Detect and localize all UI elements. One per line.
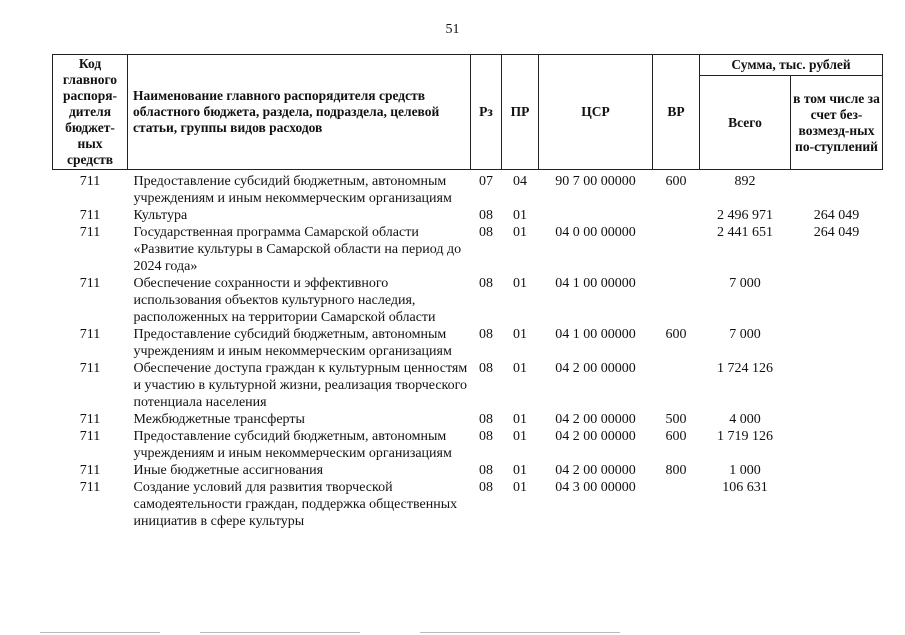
cell-vr: 600	[665, 327, 687, 342]
cell-csr: 90 7 00 00000	[555, 174, 636, 189]
cell-code: 711	[79, 412, 101, 427]
cell-code: 711	[79, 276, 101, 291]
cell-free	[791, 275, 883, 326]
cell-name: Обеспечение сохранности и эффективного использования объектов культурного наследия, расположенных на территории Самарской области	[133, 276, 436, 325]
cell-csr: 04 2 00 00000	[555, 361, 636, 376]
cell-total: 1 724 126	[717, 361, 773, 376]
cell-rz: 08	[479, 276, 493, 291]
cell-rz: 08	[479, 463, 493, 478]
cell-rz: 08	[479, 429, 493, 444]
table-row	[53, 479, 883, 530]
cell-csr: 04 0 00 00000	[555, 225, 636, 240]
cell-vr	[653, 479, 700, 530]
table-row	[53, 428, 883, 462]
cell-pr: 01	[513, 276, 527, 291]
table-row	[53, 224, 883, 275]
cell-rz: 08	[479, 480, 493, 495]
table-row	[53, 360, 883, 411]
cell-pr: 01	[513, 361, 527, 376]
cell-vr: 600	[665, 429, 687, 444]
header-total: Всего	[700, 76, 791, 170]
table-header	[53, 55, 883, 170]
cell-csr: 04 3 00 00000	[555, 480, 636, 495]
cell-name: Иные бюджетные ассигнования	[133, 463, 324, 478]
page-number: 51	[445, 22, 460, 37]
cell-name: Государственная программа Самарской области «Развитие культуры в Самарской области на период до 2024 года»	[133, 225, 462, 274]
cell-pr: 01	[513, 429, 527, 444]
cell-csr: 04 1 00 00000	[555, 327, 636, 342]
cell-free: 264 049	[813, 208, 860, 223]
cell-name: Культура	[133, 208, 188, 223]
cell-rz: 08	[479, 225, 493, 240]
scan-artifact	[420, 632, 620, 633]
cell-code: 711	[79, 208, 101, 223]
cell-name: Создание условий для развития творческой самодеятельности граждан, поддержка общественных инициатив в сфере культуры	[133, 480, 458, 529]
cell-csr: 04 1 00 00000	[555, 276, 636, 291]
cell-csr: 04 2 00 00000	[555, 463, 636, 478]
cell-vr: 800	[665, 463, 687, 478]
header-free: в том числе за счет без-возмезд-ных по-ступлений	[791, 76, 883, 170]
cell-rz: 07	[479, 174, 493, 189]
cell-csr: 04 2 00 00000	[555, 429, 636, 444]
cell-vr	[653, 360, 700, 411]
cell-rz: 08	[479, 327, 493, 342]
cell-rz: 08	[479, 412, 493, 427]
cell-csr	[539, 207, 653, 224]
cell-total: 4 000	[729, 412, 761, 427]
cell-code: 711	[79, 480, 101, 495]
cell-pr: 01	[513, 412, 527, 427]
cell-vr	[653, 275, 700, 326]
header-name: Наименование главного распорядителя средств областного бюджета, раздела, подраздела, целевой статьи, группы видов расходов	[128, 55, 471, 170]
cell-name: Предоставление субсидий бюджетным, автономным учреждениям и иным некоммерческим организациям	[133, 174, 452, 206]
cell-free	[791, 479, 883, 530]
table-row	[53, 275, 883, 326]
cell-total: 7 000	[729, 276, 761, 291]
cell-code: 711	[79, 361, 101, 376]
scan-artifact	[40, 632, 160, 633]
cell-vr: 500	[665, 412, 687, 427]
cell-free	[791, 462, 883, 479]
cell-code: 711	[79, 174, 101, 189]
cell-code: 711	[79, 463, 101, 478]
cell-name: Обеспечение доступа граждан к культурным ценностям и участию в культурной жизни, реализация творческого потенциала населения	[133, 361, 468, 410]
cell-pr: 01	[513, 463, 527, 478]
cell-total: 2 496 971	[717, 208, 773, 223]
cell-code: 711	[79, 327, 101, 342]
cell-free	[791, 360, 883, 411]
cell-total: 2 441 651	[717, 225, 773, 240]
cell-total: 1 719 126	[717, 429, 773, 444]
cell-pr: 01	[513, 208, 527, 223]
cell-free	[791, 170, 883, 208]
cell-free	[791, 428, 883, 462]
cell-total: 1 000	[729, 463, 761, 478]
cell-total: 7 000	[729, 327, 761, 342]
table-row	[53, 326, 883, 360]
cell-rz: 08	[479, 361, 493, 376]
cell-name: Предоставление субсидий бюджетным, автономным учреждениям и иным некоммерческим организациям	[133, 327, 452, 359]
cell-rz: 08	[479, 208, 493, 223]
cell-code: 711	[79, 429, 101, 444]
cell-code: 711	[79, 225, 101, 240]
table-row	[53, 411, 883, 428]
cell-pr: 01	[513, 225, 527, 240]
cell-free: 264 049	[813, 225, 860, 240]
header-code: Код главного распоря-дителя бюджет-ных средств	[53, 55, 128, 170]
cell-pr: 01	[513, 327, 527, 342]
header-pr: ПР	[502, 55, 539, 170]
table-body	[53, 170, 883, 531]
cell-vr: 600	[665, 174, 687, 189]
table-row	[53, 462, 883, 479]
table-row	[53, 170, 883, 208]
header-vr: ВР	[653, 55, 700, 170]
cell-pr: 01	[513, 480, 527, 495]
table-row	[53, 207, 883, 224]
cell-free	[791, 411, 883, 428]
cell-vr	[653, 207, 700, 224]
cell-name: Предоставление субсидий бюджетным, автономным учреждениям и иным некоммерческим организациям	[133, 429, 452, 461]
header-rz: Рз	[471, 55, 502, 170]
cell-pr: 04	[513, 174, 527, 189]
cell-total: 892	[734, 174, 756, 189]
budget-table	[52, 54, 883, 530]
cell-csr: 04 2 00 00000	[555, 412, 636, 427]
cell-free	[791, 326, 883, 360]
cell-total: 106 631	[722, 480, 768, 495]
header-sum: Сумма, тыс. рублей	[700, 55, 883, 76]
cell-vr	[653, 224, 700, 275]
scan-artifact	[200, 632, 360, 633]
header-csr: ЦСР	[539, 55, 653, 170]
cell-name: Межбюджетные трансферты	[133, 412, 305, 427]
